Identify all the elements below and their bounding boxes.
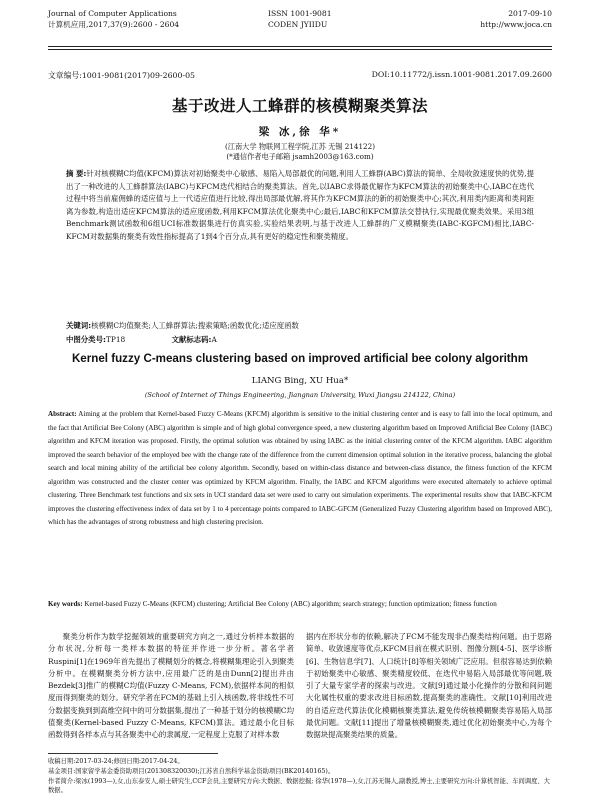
title-en: Kernel fuzzy C-means clustering based on improved artificial bee colony algorithm xyxy=(71,352,529,365)
keywords-cn-text: 核模糊C均值聚类;人工蜂群算法;搜索策略;函数优化;适应度函数 xyxy=(91,321,299,330)
body-column-left xyxy=(48,631,294,742)
doc-code-label: 文献标志码: xyxy=(171,335,212,344)
affiliation-cn-line: (江南大学 物联网工程学院,江苏 无锡 214122) xyxy=(225,142,375,151)
authors-cn: 梁 冰,徐 华* xyxy=(258,126,342,138)
journal-name-en: Journal of Computer Applications xyxy=(48,9,177,18)
doc-code: A xyxy=(211,335,217,344)
journal-url: http://www.joca.cn xyxy=(480,20,552,29)
issue-date: 2017-09-10 xyxy=(508,9,552,18)
abstract-cn-label: 摘 要: xyxy=(66,169,87,178)
footnote-rule xyxy=(48,753,218,754)
doi: DOI:10.11772/j.issn.1001-9081.2017.09.2600 xyxy=(371,70,552,79)
affiliation-cn-email: (*通信作者电子邮箱 jsamh2003@163.com) xyxy=(226,152,374,161)
keywords-en-label: Key words: xyxy=(48,600,83,608)
journal-citation-cn: 计算机应用,2017,37(9):2600 - 2604 xyxy=(48,20,180,29)
running-header xyxy=(48,8,552,48)
abstract-en-text: Aiming at the problem that Kernel-based Fuzzy C-Means (KFCM) algorithm is sensitive to the initial clustering center and is easy to fall into the local optimum, and the fact that Artificial Bee Colony (ABC) algorithm is simple and of high global convergence speed, a new clustering algorithm based on Improved Artificial Bee Colony (IABC) algorithm and KFCM iteration was proposed. Firstly, the optimal solution was obtained by using IABC as the initial clustering center of the KFCM algorithm. IABC algorithm improved the search behavior of the employed bee with the change rate of the difference from the current dimension optimal solution in the iterative process, balancing the global search and local mining ability of the artificial bee colony algorithm. Secondly, based on within-class distance and between-class distance, the fitness function of the KFCM algorithm was constructed and the cluster center was optimized by KFCM algorithm. Finally, the IABC and KFCM algorithms were executed alternately to achieve optimal clustering. Three Benchmark test functions and six sets in UCI standard data set were used to carry out simulation experiments. The experimental results show that IABC-KFCM improves the clustering effectiveness index of data set by 1 to 4 percentage points compared to IABC-GFCM (Generalized Fuzzy Clustering algorithm based on Improved ABC), which has the advantages of strong robustness and high clustering precision. xyxy=(48,410,552,527)
header-rule xyxy=(48,46,552,47)
affiliation-cn xyxy=(0,142,600,162)
keywords-en-text: Kernel-based Fuzzy C-Means (KFCM) clustering; Artificial Bee Colony (ABC) algorithm; search strategy; function optimization; fitness function xyxy=(84,600,497,608)
body-column-right xyxy=(306,631,552,742)
abstract-en xyxy=(48,408,552,530)
header-rule-thin xyxy=(48,49,552,50)
keywords-cn xyxy=(66,320,534,332)
title-cn: 基于改进人工蜂群的核模糊聚类算法 xyxy=(171,97,428,115)
classification-cn xyxy=(66,334,534,345)
footnote-authors: 作者简介:梁冰(1993—),女,山东泰安人,硕士研究生,CCF会员,主要研究方向:大数据、数据挖掘; 徐华(1978—),女,江苏无锡人,副教授,博士,主要研究方向:计算机智能、车间调度、大数据。 xyxy=(48,778,550,794)
issn: ISSN 1001-9081 xyxy=(268,9,332,18)
affiliation-en: (School of Internet of Things Engineering, Jiangnan University, Wuxi Jiangsu 214122, China) xyxy=(144,391,456,399)
coden: CODEN JYIIDU xyxy=(268,20,328,29)
article-number: 文章编号:1001-9081(2017)09-2600-05 xyxy=(48,71,196,80)
body-paragraph-right: 据内在形状分布的依赖,解决了FCM不能发现非凸聚类结构问题。由于思路简单、收敛速度等优点,KFCM目前在模式识别、图像分割[4-5]、医学诊断[6]、生物信息学[7]、人口统计[8]等相关领域广泛应用。但很容易达到依赖于初始聚类中心敏感、聚类精度较低、在迭代中易陷入局部最优等问题,吸引了大量专家学者的探索与改进。文献[9]通过最小化操作的分散和间问题大化属性权重的要求改进目标函数,提高聚类的准确性。文献[10]利用改进的自适应迭代算法优化模糊核聚类算法,避免传统核模糊聚类容易陷入局部最优问题。文献[11]提出了增量核模糊聚类,通过优化初始聚类中心,为每个数据块提高聚类结果的质量。 xyxy=(306,632,552,740)
footnote-funding: 基金项目:国家留学基金委资助项目(201308320030);江苏省自然科学基金资助项目(BK20140165)。 xyxy=(48,768,335,775)
authors-en: LIANG Bing, XU Hua* xyxy=(251,376,349,386)
clc-code: TP18 xyxy=(105,335,126,344)
abstract-cn-text: 针对核模糊C均值(KFCM)算法对初始聚类中心敏感、易陷入局部最优的问题,利用人工蜂群(ABC)算法的简单、全局收敛速度快的优势,提出了一种改进的人工蜂群算法(IABC)与KFCM迭代相结合的聚类算法。首先,以IABC求得最优解作为KFCM算法的初始聚类中心,IABC在迭代过程中将当前雇佣蜂的适应值与上一代适应值进行比较,得出局部最优解,将其作为KFCM算法的新的初始聚类中心;其次,利用类内距离和类间距离为参数,构造出适应KFCM算法的适应度函数,利用KFCM算法优化聚类中心;最后,IABC和KFCM算法交替执行,实现最优聚类效果。采用3组Benchmark测试函数和6组UCI标准数据集进行仿真实验,实验结果表明,与基于改进人工蜂群的广义模糊聚类(IABC-KGFCM)相比,IABC-KFCM对数据集的聚类有效性指标提高了1到4个百分点,具有更好的稳定性和聚类精度。 xyxy=(66,169,535,241)
keywords-en xyxy=(48,598,552,612)
body-paragraph-left: 聚类分析作为数学挖掘领域的重要研究方向之一,通过分析样本数据的分布状况,分析每一类样本数据的特征并作进一步分析。著名学者Ruspini[1]在1969年首先提出了模糊划分的概念,将模糊集理论引入到聚类分析中。在模糊聚类分析方法中,应用最广泛的是由Dunn[2]提出并由Bezdek[3]推广的模糊C均值(Fuzzy C-Means, FCM),依据样本间的相似度而得到聚类的划分。研究学者在FCM的基础上引入核函数,将非线性不可分数据变换到到高维空间中的可分数据集,提出了一种基于划分的核模糊C均值聚类(Kernel-based Fuzzy C-Means, KFCM)算法。通过最小化目标函数得到各样本点与其各聚类中心的隶属度,一定程度上克服了对样本数 xyxy=(48,632,294,740)
abstract-cn xyxy=(66,168,534,244)
footnote-dates: 收稿日期:2017-03-24;修回日期:2017-04-24。 xyxy=(48,758,184,765)
keywords-cn-label: 关键词: xyxy=(66,321,92,330)
clc-label: 中图分类号: xyxy=(66,335,106,344)
abstract-en-label: Abstract: xyxy=(48,410,77,418)
